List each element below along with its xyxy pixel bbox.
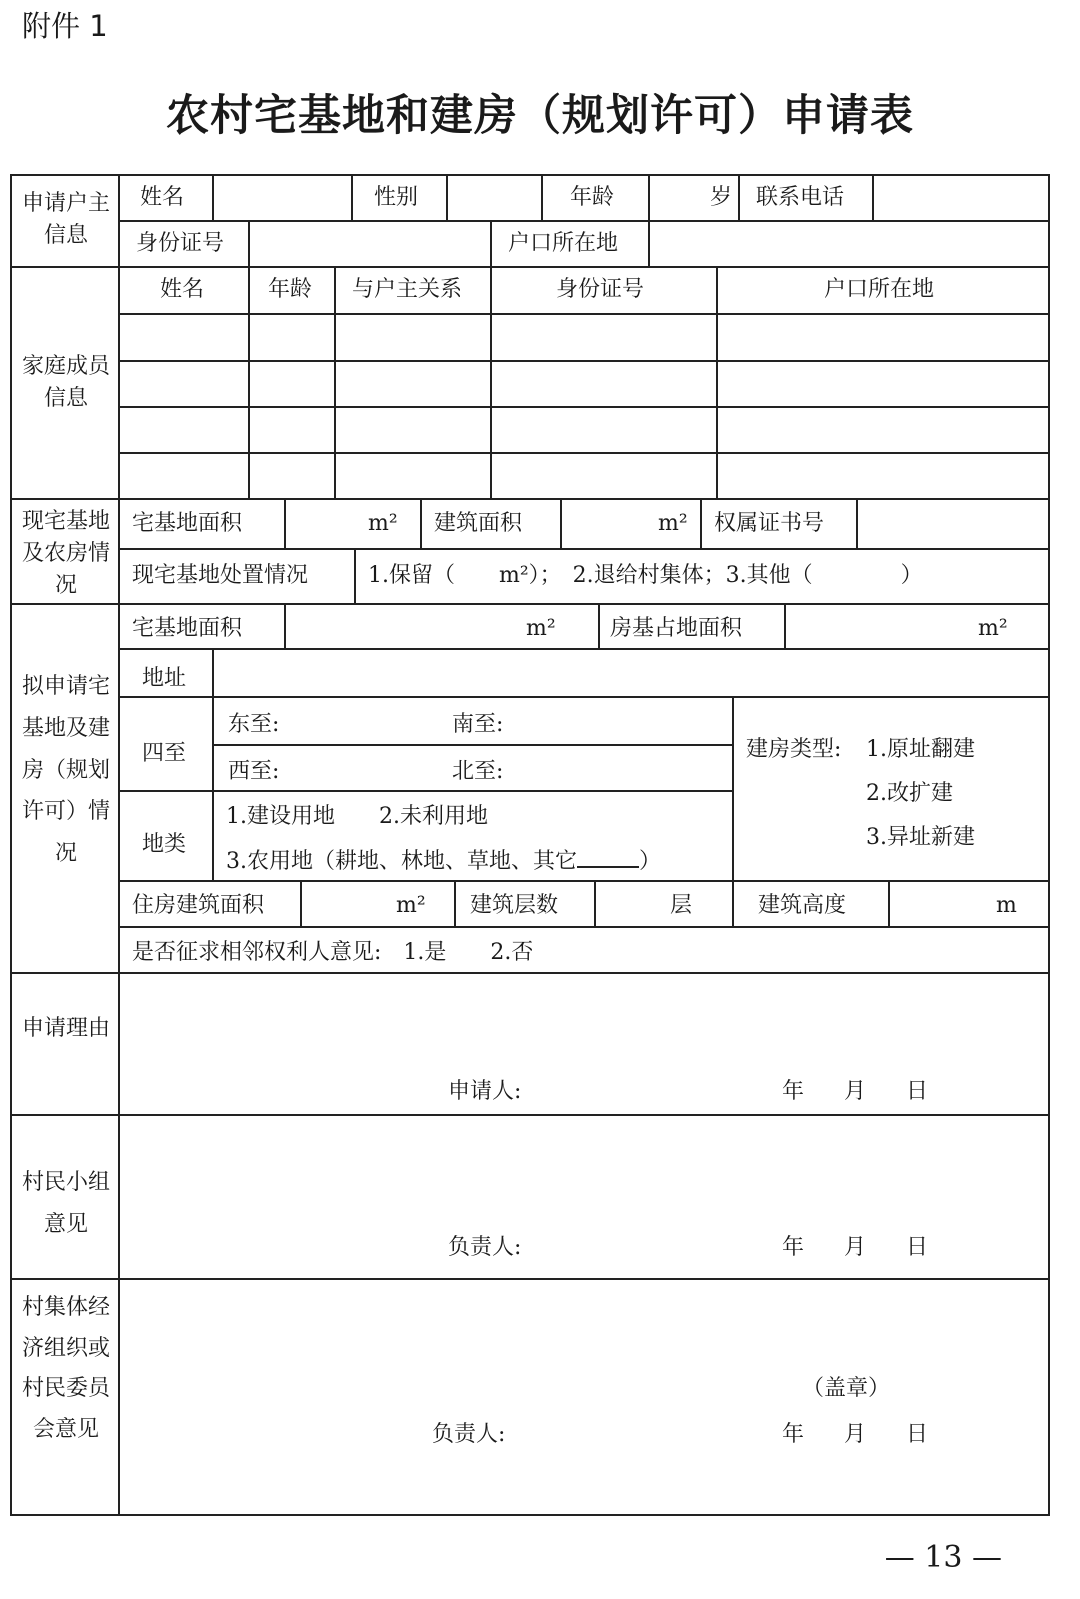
divider bbox=[12, 1114, 1048, 1116]
unit-m2: m² bbox=[978, 616, 1008, 641]
divider bbox=[300, 880, 302, 926]
divider bbox=[118, 313, 1048, 315]
south-label: 南至: bbox=[452, 712, 504, 737]
divider bbox=[648, 176, 650, 220]
divider bbox=[12, 1278, 1048, 1280]
divider bbox=[248, 266, 250, 498]
land-type-options-1: 1.建设用地 2.未利用地 bbox=[226, 804, 488, 829]
divider bbox=[118, 548, 1048, 550]
month: 月 bbox=[844, 1079, 867, 1104]
year: 年 bbox=[782, 1422, 805, 1447]
divider bbox=[732, 696, 734, 880]
page-number: — 13 — bbox=[884, 1540, 1002, 1575]
disposal-label: 现宅基地处置情况 bbox=[132, 563, 309, 588]
floors-label: 建筑层数 bbox=[470, 893, 559, 918]
north-label: 北至: bbox=[452, 759, 504, 784]
divider bbox=[212, 744, 734, 746]
divider bbox=[454, 880, 456, 926]
applicant-signer: 申请人: bbox=[448, 1079, 522, 1104]
village-signer: 负责人: bbox=[432, 1422, 506, 1447]
day: 日 bbox=[906, 1422, 929, 1447]
divider bbox=[334, 266, 336, 498]
divider bbox=[12, 266, 1048, 268]
west-label: 西至: bbox=[228, 759, 280, 784]
divider bbox=[888, 880, 890, 926]
family-header-id: 身份证号 bbox=[556, 277, 645, 302]
footprint-area-label: 房基占地面积 bbox=[610, 616, 743, 641]
divider bbox=[354, 548, 356, 603]
section-family: 家庭成员信息 bbox=[21, 354, 110, 411]
divider bbox=[118, 790, 734, 792]
build-type-3: 3.异址新建 bbox=[866, 825, 975, 850]
year: 年 bbox=[782, 1079, 805, 1104]
divider bbox=[784, 603, 786, 648]
divider bbox=[284, 603, 286, 648]
family-header-age: 年龄 bbox=[268, 277, 313, 302]
divider bbox=[490, 220, 492, 266]
height-unit: m bbox=[996, 893, 1017, 918]
divider bbox=[732, 880, 734, 926]
cert-number-label: 权属证书号 bbox=[714, 511, 825, 536]
family-header-relation: 与户主关系 bbox=[352, 277, 463, 302]
height-label: 建筑高度 bbox=[758, 893, 847, 918]
age-unit: 岁 bbox=[710, 185, 733, 210]
divider bbox=[738, 176, 740, 220]
divider bbox=[716, 266, 718, 498]
divider bbox=[118, 452, 1048, 454]
divider bbox=[118, 926, 1048, 928]
id-number-label: 身份证号 bbox=[136, 231, 225, 256]
month: 月 bbox=[844, 1235, 867, 1260]
month: 月 bbox=[844, 1422, 867, 1447]
divider bbox=[118, 360, 1048, 362]
divider bbox=[856, 498, 858, 548]
divider bbox=[118, 220, 1048, 222]
divider bbox=[872, 176, 874, 220]
family-header-name: 姓名 bbox=[160, 277, 205, 302]
name-label: 姓名 bbox=[140, 185, 185, 210]
divider bbox=[490, 266, 492, 498]
divider bbox=[212, 648, 214, 880]
section-reason: 申请理由 bbox=[21, 1016, 110, 1041]
group-signer: 负责人: bbox=[448, 1235, 522, 1260]
age-label: 年龄 bbox=[570, 185, 615, 210]
divider bbox=[118, 696, 1048, 698]
build-type-2: 2.改扩建 bbox=[866, 781, 953, 806]
divider bbox=[12, 972, 1048, 974]
section-group-opinion: 村民小组意见 bbox=[21, 1170, 110, 1237]
attachment-label: 附件 1 bbox=[22, 9, 108, 43]
divider bbox=[594, 880, 596, 926]
divider bbox=[118, 406, 1048, 408]
divider bbox=[12, 603, 1048, 605]
section-current-homestead: 现宅基地及农房情况 bbox=[21, 509, 110, 598]
divider bbox=[700, 498, 702, 548]
unit-m2: m² bbox=[658, 511, 688, 536]
divider bbox=[560, 498, 562, 548]
other-blank[interactable] bbox=[577, 848, 639, 868]
four-bounds-label: 四至 bbox=[142, 741, 187, 766]
divider bbox=[648, 220, 650, 266]
year: 年 bbox=[782, 1235, 805, 1260]
neighbor-opinion: 是否征求相邻权利人意见: 1.是 2.否 bbox=[132, 940, 534, 965]
family-header-hukou: 户口所在地 bbox=[824, 277, 935, 302]
divider bbox=[598, 603, 600, 648]
current-homestead-area-label: 宅基地面积 bbox=[132, 511, 243, 536]
land-type-options-2: 3.农用地（耕地、林地、草地、其它 ） bbox=[226, 849, 662, 874]
address-label: 地址 bbox=[142, 666, 187, 691]
day: 日 bbox=[906, 1079, 929, 1104]
section-proposed: 拟申请宅基地及建房（规划许可）情况 bbox=[21, 674, 110, 867]
proposed-homestead-area-label: 宅基地面积 bbox=[132, 616, 243, 641]
build-type-label: 建房类型: bbox=[746, 737, 842, 762]
floor-unit: 层 bbox=[670, 893, 693, 918]
divider bbox=[351, 176, 353, 220]
divider bbox=[12, 498, 1048, 500]
divider bbox=[118, 648, 1048, 650]
phone-label: 联系电话 bbox=[756, 185, 845, 210]
divider bbox=[118, 880, 1048, 882]
gender-label: 性别 bbox=[374, 185, 419, 210]
day: 日 bbox=[906, 1235, 929, 1260]
land-type-label: 地类 bbox=[142, 832, 187, 857]
divider bbox=[420, 498, 422, 548]
divider bbox=[212, 176, 214, 220]
seal-label: （盖章） bbox=[802, 1376, 891, 1401]
section-village-opinion: 村集体经济组织或村民委员会意见 bbox=[21, 1295, 110, 1443]
section-applicant: 申请户主信息 bbox=[21, 191, 110, 248]
form-title: 农村宅基地和建房（规划许可）申请表 bbox=[166, 91, 914, 141]
divider bbox=[284, 498, 286, 548]
current-building-area-label: 建筑面积 bbox=[434, 511, 523, 536]
divider bbox=[248, 220, 250, 266]
disposal-options: 1.保留（ m²）； 2.退给村集体；3.其他（ ） bbox=[368, 563, 923, 588]
divider bbox=[541, 176, 543, 220]
unit-m2: m² bbox=[526, 616, 556, 641]
build-type-1: 1.原址翻建 bbox=[866, 737, 975, 762]
east-label: 东至: bbox=[228, 712, 280, 737]
divider bbox=[446, 176, 448, 220]
hukou-label: 户口所在地 bbox=[508, 231, 619, 256]
house-area-label: 住房建筑面积 bbox=[132, 893, 265, 918]
unit-m2: m² bbox=[396, 893, 426, 918]
application-form bbox=[10, 174, 1050, 1516]
unit-m2: m² bbox=[368, 511, 398, 536]
